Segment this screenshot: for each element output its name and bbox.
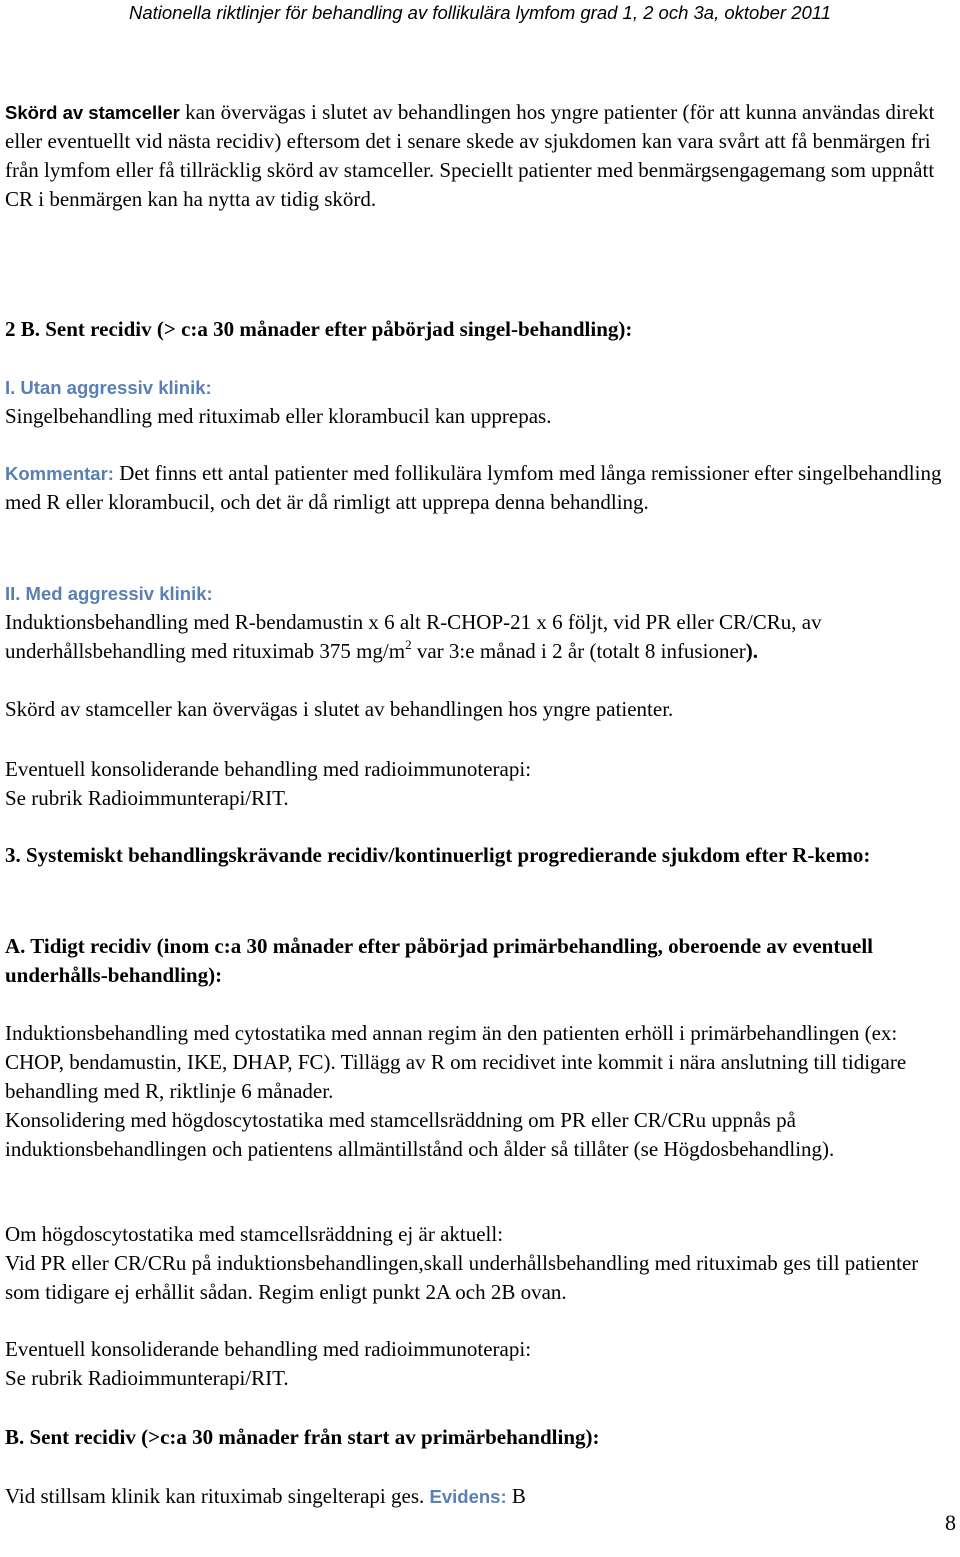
subheading-aggressive: II. Med aggressiv klinik: (5, 583, 213, 604)
comment-paragraph (5, 459, 955, 517)
section-3a-text-2: Konsolidering med högdoscytostatika med stamcellsräddning om PR eller CR/CRu uppnås på induktionsbehandlingen och patientens allmäntillstånd och ålder så tillåter (se Högdosbehandling). (5, 1108, 835, 1161)
stem-cell-label: Skörd av stamceller (5, 102, 180, 123)
stem-cell-short-paragraph: Skörd av stamceller kan övervägas i slutet av behandlingen hos yngre patienter. (5, 697, 674, 721)
comment-label: Kommentar: (5, 463, 114, 484)
consolidation-text-2a: Eventuell konsoliderande behandling med radioimmunoterapi: (5, 1337, 532, 1361)
evidence-label: Evidens: (429, 1486, 507, 1507)
running-header: Nationella riktlinjer för behandling av follikulära lymfom grad 1, 2 och 3a, oktober 2011 (128, 2, 831, 23)
high-dose-paragraph (5, 1220, 955, 1307)
part2-text-a: Induktionsbehandling med R-bendamustin x 6 alt R-CHOP-21 x 6 följt, vid PR eller CR/CRu, av underhållsbehandling med rituximab 375 mg/m (5, 610, 822, 663)
page-number: 8 (945, 1510, 956, 1535)
section-3-heading: 3. Systemiskt behandlingskrävande recidiv/kontinuerligt progredierande sjukdom efter R-kemo: (5, 843, 871, 867)
evidence-value: B (506, 1484, 526, 1508)
consolidation-text-2b: Se rubrik Radioimmunterapi/RIT. (5, 1366, 289, 1390)
high-dose-text-a: Om högdoscytostatika med stamcellsräddning ej är aktuell: (5, 1222, 504, 1246)
part2-text-b: var 3:e månad i 2 år (totalt 8 infusioner (411, 639, 746, 663)
comment-text: Det finns ett antal patienter med follikulära lymfom med långa remissioner efter singelbehandling med R eller klorambucil, och det är då rimligt att upprepa denna behandling. (5, 461, 942, 514)
stem-cell-text: kan övervägas i slutet av behandlingen hos yngre patienter (för att kunna användas direkt eller eventuellt vid nästa recidiv) eftersom det i senare skede av sjukdomen kan vara svårt att få benmärgen fri från lymfom eller få tillräcklig skörd av stamceller. Speciellt patienter med benmärgsengagemang som uppnått CR i benmärgen kan ha nytta av tidig skörd. (5, 100, 935, 211)
consolidation-paragraph-1 (5, 755, 955, 813)
section-3b-body: Vid stillsam klinik kan rituximab singelterapi ges. (5, 1484, 430, 1508)
section-2b-part2 (5, 579, 955, 666)
section-3b-text (5, 1482, 955, 1511)
section-3a-text-1: Induktionsbehandling med cytostatika med annan regim än den patienten erhöll i primärbehandlingen (ex: CHOP, bendamustin, IKE, DHAP, FC). Tillägg av R om recidivet inte kommit i nära anslutning till tidigare behandling med R, riktlinje 6 månader. (5, 1021, 907, 1103)
section-2b-heading: 2 B. Sent recidiv (> c:a 30 månader efter påbörjad singel-behandling): (5, 317, 633, 341)
section-3b-heading: B. Sent recidiv (>c:a 30 månader från start av primärbehandling): (5, 1425, 600, 1449)
high-dose-text-b: Vid PR eller CR/CRu på induktionsbehandlingen,skall underhållsbehandling med rituximab ges till patienter som tidigare ej erhållit sådan. Regim enligt punkt 2A och 2B ovan. (5, 1251, 919, 1304)
part1-text: Singelbehandling med rituximab eller klorambucil kan upprepas. (5, 404, 552, 428)
superscript: 2 (405, 637, 412, 652)
section-2b-part1 (5, 373, 955, 431)
consolidation-text-1b: Se rubrik Radioimmunterapi/RIT. (5, 786, 289, 810)
consolidation-paragraph-2 (5, 1335, 955, 1393)
consolidation-text-1a: Eventuell konsoliderande behandling med radioimmunoterapi: (5, 757, 532, 781)
stem-cell-paragraph (5, 98, 955, 214)
section-3a-heading: A. Tidigt recidiv (inom c:a 30 månader efter påbörjad primärbehandling, oberoende av eventuell underhålls-behandling): (5, 934, 873, 987)
part2-text-c: ). (745, 639, 759, 663)
subheading-no-aggressive: I. Utan aggressiv klinik: (5, 377, 212, 398)
